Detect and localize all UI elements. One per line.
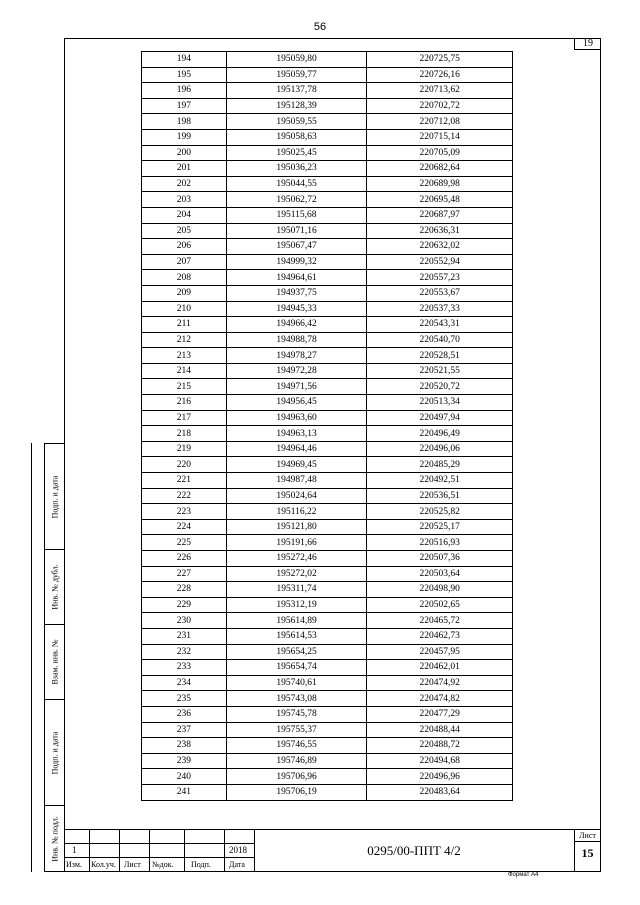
point-number-cell: 223 [142,504,227,520]
table-row [142,675,513,691]
x-coordinate-cell: 194956,45 [226,395,367,411]
table-row [142,223,513,239]
point-number-cell: 241 [142,784,227,800]
point-number-cell: 195 [142,67,227,83]
point-number-cell: 240 [142,769,227,785]
y-coordinate-cell: 220543,31 [367,317,513,333]
point-number-cell: 234 [142,675,227,691]
table-row [142,613,513,629]
x-coordinate-cell: 195115,68 [226,207,367,223]
x-coordinate-cell: 194972,28 [226,363,367,379]
x-coordinate-cell: 195137,78 [226,83,367,99]
x-coordinate-cell: 195059,77 [226,67,367,83]
y-coordinate-cell: 220682,64 [367,161,513,177]
x-coordinate-cell: 195025,45 [226,145,367,161]
y-coordinate-cell: 220462,01 [367,660,513,676]
x-coordinate-cell: 195745,78 [226,706,367,722]
point-number-cell: 208 [142,270,227,286]
table-row [142,457,513,473]
point-number-cell: 224 [142,519,227,535]
x-coordinate-cell: 195058,63 [226,129,367,145]
page-number-top: 56 [313,21,327,33]
point-number-cell: 216 [142,395,227,411]
point-number-cell: 211 [142,317,227,333]
coordinates-table [141,51,513,801]
point-number-cell: 231 [142,628,227,644]
table-row [142,145,513,161]
table-row [142,628,513,644]
y-coordinate-cell: 220462,73 [367,628,513,644]
y-coordinate-cell: 220496,06 [367,441,513,457]
table-row [142,52,513,68]
y-coordinate-cell: 220537,33 [367,301,513,317]
point-number-cell: 203 [142,192,227,208]
point-number-cell: 204 [142,207,227,223]
y-coordinate-cell: 220552,94 [367,254,513,270]
y-coordinate-cell: 220726,16 [367,67,513,83]
point-number-cell: 227 [142,566,227,582]
y-coordinate-cell: 220557,23 [367,270,513,286]
y-coordinate-cell: 220553,67 [367,285,513,301]
y-coordinate-cell: 220689,98 [367,176,513,192]
point-number-cell: 205 [142,223,227,239]
x-coordinate-cell: 195044,55 [226,176,367,192]
x-coordinate-cell: 195272,02 [226,566,367,582]
point-number-cell: 202 [142,176,227,192]
format-label: Формат А4 [508,872,539,878]
y-coordinate-cell: 220525,17 [367,519,513,535]
y-coordinate-cell: 220528,51 [367,348,513,364]
point-number-cell: 210 [142,301,227,317]
x-coordinate-cell: 194963,13 [226,426,367,442]
table-row [142,239,513,255]
x-coordinate-cell: 195614,89 [226,613,367,629]
x-coordinate-cell: 195755,37 [226,722,367,738]
y-coordinate-cell: 220503,64 [367,566,513,582]
x-coordinate-cell: 195311,74 [226,582,367,598]
y-coordinate-cell: 220496,96 [367,769,513,785]
x-coordinate-cell: 195312,19 [226,597,367,613]
point-number-cell: 198 [142,114,227,130]
y-coordinate-cell: 220536,51 [367,488,513,504]
table-row [142,270,513,286]
table-row [142,597,513,613]
left-stamp-inner-column [31,443,44,872]
header-podp: Подп. [191,860,211,869]
point-number-cell: 206 [142,239,227,255]
y-coordinate-cell: 220632,02 [367,239,513,255]
table-row [142,363,513,379]
point-number-cell: 200 [142,145,227,161]
table-row [142,784,513,800]
x-coordinate-cell: 195059,80 [226,52,367,68]
point-number-cell: 233 [142,660,227,676]
table-row [142,706,513,722]
x-coordinate-cell: 195706,19 [226,784,367,800]
stamp-cell-sign-date-1: Подп. и дата [45,444,65,550]
y-coordinate-cell: 220465,72 [367,613,513,629]
x-coordinate-cell: 194964,61 [226,270,367,286]
document-code: 0295/00-ППТ 4/2 [367,843,461,858]
x-coordinate-cell: 195067,47 [226,239,367,255]
table-row [142,519,513,535]
sheet-number: 15 [581,846,594,860]
x-coordinate-cell: 194969,45 [226,457,367,473]
point-number-cell: 230 [142,613,227,629]
point-number-cell: 238 [142,738,227,754]
table-row [142,473,513,489]
x-coordinate-cell: 194963,60 [226,410,367,426]
y-coordinate-cell: 220687,97 [367,207,513,223]
point-number-cell: 194 [142,52,227,68]
x-coordinate-cell: 195746,89 [226,753,367,769]
table-row [142,348,513,364]
stamp-cell-orig-inv: Инв. № подл. [50,816,60,862]
table-row [142,441,513,457]
x-coordinate-cell: 195062,72 [226,192,367,208]
x-coordinate-cell: 194978,27 [226,348,367,364]
table-row [142,738,513,754]
x-coordinate-cell: 194937,75 [226,285,367,301]
x-coordinate-cell: 195654,74 [226,660,367,676]
y-coordinate-cell: 220715,14 [367,129,513,145]
point-number-cell: 228 [142,582,227,598]
x-coordinate-cell: 194987,48 [226,473,367,489]
point-number-cell: 217 [142,410,227,426]
table-row [142,535,513,551]
table-row [142,644,513,660]
point-number-cell: 219 [142,441,227,457]
stamp-cell-sign-date-2: Подп. и дата [45,700,65,806]
x-coordinate-cell: 195121,80 [226,519,367,535]
y-coordinate-cell: 220513,34 [367,395,513,411]
y-coordinate-cell: 220474,92 [367,675,513,691]
sheet-label: Лист [579,831,596,840]
point-number-cell: 197 [142,98,227,114]
y-coordinate-cell: 220492,51 [367,473,513,489]
table-row [142,660,513,676]
point-number-cell: 218 [142,426,227,442]
y-coordinate-cell: 220525,82 [367,504,513,520]
x-coordinate-cell: 195740,61 [226,675,367,691]
x-coordinate-cell: 195746,55 [226,738,367,754]
table-row [142,83,513,99]
table-row [142,769,513,785]
table-row [142,566,513,582]
point-number-cell: 229 [142,597,227,613]
table-row [142,722,513,738]
table-row [142,192,513,208]
table-row [142,317,513,333]
x-coordinate-cell: 195743,08 [226,691,367,707]
table-row [142,691,513,707]
table-row [142,254,513,270]
y-coordinate-cell: 220507,36 [367,551,513,567]
x-coordinate-cell: 194999,32 [226,254,367,270]
point-number-cell: 221 [142,473,227,489]
sheet-corner-number: 19 [574,38,601,50]
y-coordinate-cell: 220483,64 [367,784,513,800]
x-coordinate-cell: 194966,42 [226,317,367,333]
point-number-cell: 226 [142,551,227,567]
point-number-cell: 212 [142,332,227,348]
point-number-cell: 232 [142,644,227,660]
stamp-cell-replace-inv: Взам. инв. № [45,625,65,700]
y-coordinate-cell: 220713,62 [367,83,513,99]
point-number-cell: 239 [142,753,227,769]
y-coordinate-cell: 220488,72 [367,738,513,754]
x-coordinate-cell: 195071,16 [226,223,367,239]
y-coordinate-cell: 220540,70 [367,332,513,348]
point-number-cell: 196 [142,83,227,99]
x-coordinate-cell: 194988,78 [226,332,367,348]
table-row [142,301,513,317]
table-row [142,551,513,567]
table-row [142,488,513,504]
left-stamp [44,443,64,872]
y-coordinate-cell: 220496,49 [367,426,513,442]
table-row [142,129,513,145]
x-coordinate-cell: 195191,66 [226,535,367,551]
point-number-cell: 215 [142,379,227,395]
x-coordinate-cell: 195614,53 [226,628,367,644]
x-coordinate-cell: 194945,33 [226,301,367,317]
y-coordinate-cell: 220497,94 [367,410,513,426]
y-coordinate-cell: 220521,55 [367,363,513,379]
y-coordinate-cell: 220498,90 [367,582,513,598]
y-coordinate-cell: 220516,93 [367,535,513,551]
x-coordinate-cell: 195024,64 [226,488,367,504]
x-coordinate-cell: 195036,23 [226,161,367,177]
point-number-cell: 201 [142,161,227,177]
header-izm: Изм. [66,860,82,869]
y-coordinate-cell: 220477,29 [367,706,513,722]
y-coordinate-cell: 220494,68 [367,753,513,769]
point-number-cell: 236 [142,706,227,722]
y-coordinate-cell: 220474,82 [367,691,513,707]
table-row [142,161,513,177]
table-row [142,379,513,395]
point-number-cell: 207 [142,254,227,270]
y-coordinate-cell: 220712,08 [367,114,513,130]
y-coordinate-cell: 220695,48 [367,192,513,208]
point-number-cell: 220 [142,457,227,473]
point-number-cell: 225 [142,535,227,551]
y-coordinate-cell: 220488,44 [367,722,513,738]
header-data: Дата [229,860,245,869]
y-coordinate-cell: 220725,75 [367,52,513,68]
y-coordinate-cell: 220520,72 [367,379,513,395]
y-coordinate-cell: 220705,09 [367,145,513,161]
x-coordinate-cell: 195116,22 [226,504,367,520]
x-coordinate-cell: 195706,96 [226,769,367,785]
point-number-cell: 199 [142,129,227,145]
y-coordinate-cell: 220636,31 [367,223,513,239]
table-row [142,395,513,411]
table-row [142,332,513,348]
table-row [142,410,513,426]
x-coordinate-cell: 195059,55 [226,114,367,130]
table-row [142,504,513,520]
x-coordinate-cell: 195128,39 [226,98,367,114]
table-row [142,582,513,598]
stamp-cell-dup-inv: Инв. № дубл. [45,550,65,625]
table-row [142,426,513,442]
point-number-cell: 235 [142,691,227,707]
x-coordinate-cell: 194971,56 [226,379,367,395]
x-coordinate-cell: 195272,46 [226,551,367,567]
point-number-cell: 214 [142,363,227,379]
header-kol-uch: Кол.уч. [91,860,116,869]
point-number-cell: 237 [142,722,227,738]
x-coordinate-cell: 195654,25 [226,644,367,660]
y-coordinate-cell: 220502,65 [367,597,513,613]
year: 2018 [229,845,247,855]
table-row [142,114,513,130]
x-coordinate-cell: 194964,46 [226,441,367,457]
table-row [142,207,513,223]
table-row [142,67,513,83]
change-number: 1 [72,845,77,855]
table-row [142,753,513,769]
point-number-cell: 213 [142,348,227,364]
point-number-cell: 209 [142,285,227,301]
y-coordinate-cell: 220457,95 [367,644,513,660]
y-coordinate-cell: 220485,29 [367,457,513,473]
y-coordinate-cell: 220702,72 [367,98,513,114]
table-row [142,285,513,301]
header-list: Лист [124,860,141,869]
header-ndok: №док. [152,860,174,869]
point-number-cell: 222 [142,488,227,504]
table-row [142,98,513,114]
table-row [142,176,513,192]
